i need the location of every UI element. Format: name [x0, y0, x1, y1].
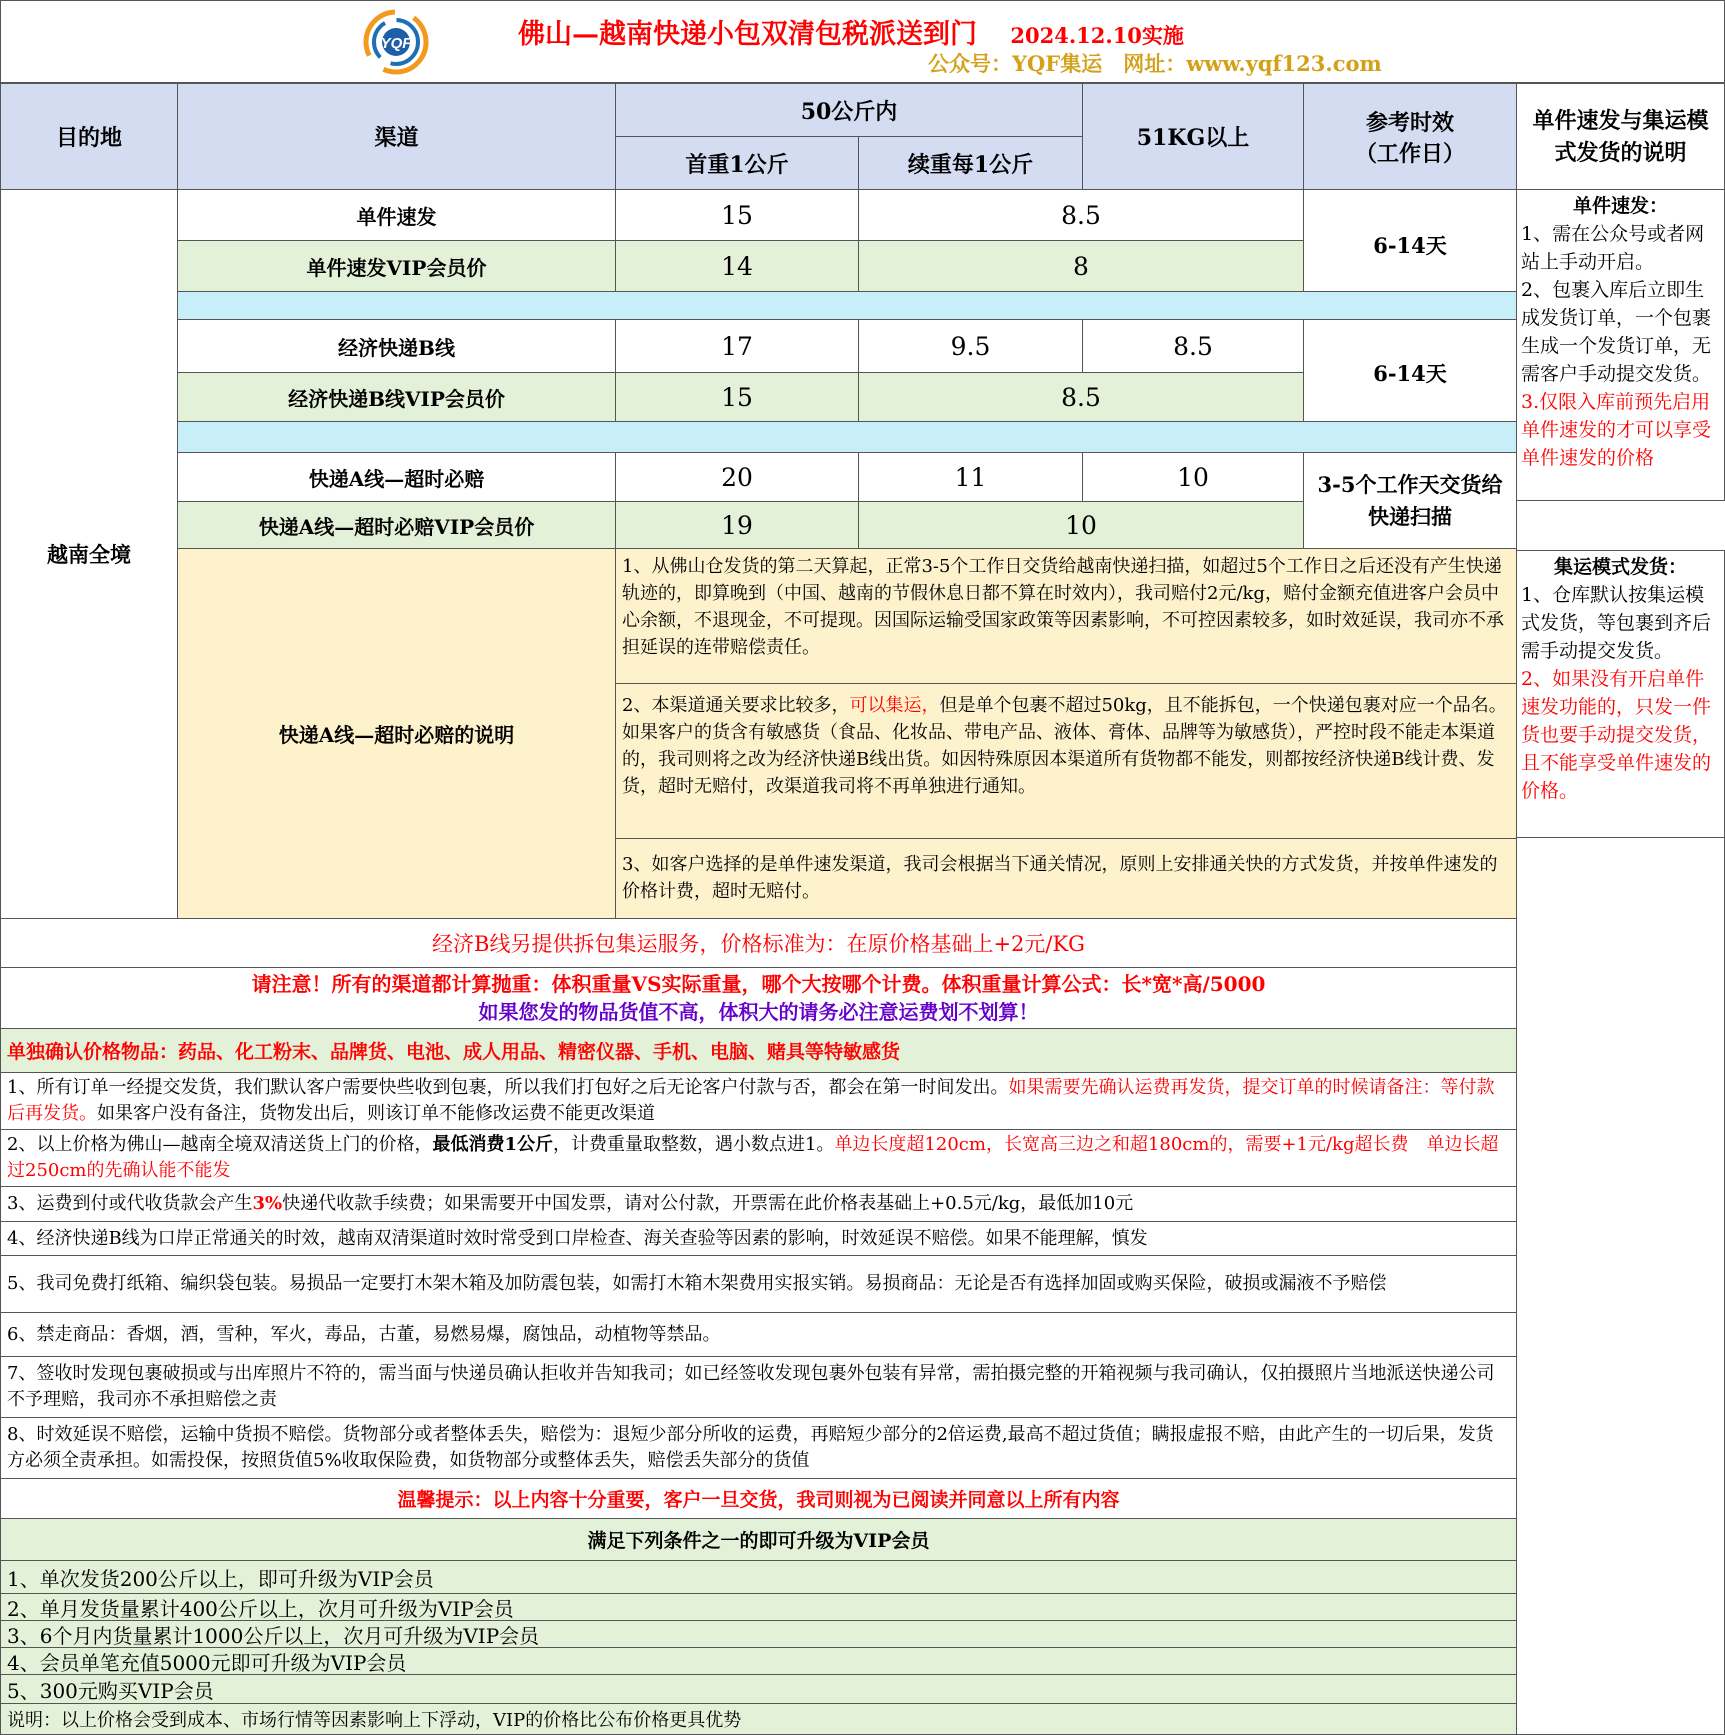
rule-6: 6、禁走商品：香烟，酒，雪种，军火，毒品，古董，易燃易爆，腐蚀品，动植物等禁品。 — [0, 1312, 1517, 1357]
side-consol-1: 1、仓库默认按集运模式发货，等包裹到齐后需手动提交发货。 — [1521, 584, 1712, 662]
volume-notice-2: 如果您发的物品货值不高，体积大的请务必注意运费划不划算！ — [478, 1000, 1039, 1024]
rule-8: 8、时效延误不赔偿，运输中货损不赔偿。货物部分或者整体丢失，赔偿为：退短少部分所收的运费，再赔短少部分的2倍运费,最高不超过货值；瞒报虚报不赔，由此产生的一切后果，发货方必须全责承担。如需投保，按照货值5%收取保险费，如货物部分或整体丢失，赔偿丢失部分的货值 — [0, 1417, 1517, 1479]
row-express-channel: 快递A线—超时必赔 — [177, 452, 616, 502]
rule-2-text: 2、以上价格为佛山—越南全境双清送货上门的价格， — [7, 1134, 433, 1155]
rule-3-highlight: 3% — [252, 1193, 283, 1214]
vip-condition-5: 5、300元购买VIP会员 — [0, 1674, 1517, 1704]
row-single-first: 15 — [615, 189, 859, 241]
separator-row — [177, 421, 1517, 453]
header-channel: 渠道 — [177, 83, 616, 190]
rule-1-text: 1、所有订单一经提交发货，我们默认客户需要快些收到包裹，所以我们打包好之后无论客户付款与否，都会在第一时间发出。 — [7, 1077, 1009, 1098]
contact-line: 公众号：YQF集运 网址：www.yqf123.com — [928, 51, 1382, 76]
vip-condition-1: 1、单次发货200公斤以上，即可升级为VIP会员 — [0, 1560, 1517, 1594]
destination-cell: 越南全境 — [0, 189, 178, 919]
row-express-over: 10 — [1082, 452, 1304, 502]
row-express-vip-first: 19 — [615, 501, 859, 549]
side-empty — [1516, 837, 1725, 1735]
a-line-notes-label: 快递A线—超时必赔的说明 — [177, 548, 616, 919]
row-single-channel: 单件速发 — [177, 189, 616, 241]
rule-2-bold: 最低消费1公斤 — [432, 1134, 553, 1155]
row-econ-vip-extra: 8.5 — [858, 372, 1304, 422]
note-2-text-rest: 但是单个包裹不超过50kg，且不能拆包，一个快递包裹对应一个品名。如果客户的货含有敏感货（食品、化妆品、带电产品、液体、膏体、品牌等为敏感货），严控时段不能走本渠道的，我司则将之改为经济快递B线出货。如因特殊原因本渠道所有货物都不能发，则都按经济快递B线计费、发货，超时无赔付，改渠道我司将不再单独进行通知。 — [622, 695, 1507, 797]
side-single-1: 1、需在公众号或者网站上手动开启。 — [1521, 223, 1705, 273]
time-express: 3-5个工作天交货给快递扫描 — [1303, 452, 1517, 549]
row-econ-vip-channel: 经济快递B线VIP会员价 — [177, 372, 616, 422]
rule-3-text: 3、运费到付或代收货款会产生 — [7, 1193, 253, 1214]
row-single-vip-first: 14 — [615, 240, 859, 292]
header-side-title — [1516, 83, 1725, 190]
ref-time-unit: （工作日） — [1354, 140, 1465, 167]
rule-7: 7、签收时发现包裹破损或与出库照片不符的，需当面与快递员确认拒收并告知我司；如已经签收发现包裹外包装有异常，需拍摄完整的开箱视频与我司确认，仅拍摄照片当地派送快递公司不予理赔，我司亦不承担赔偿之责 — [0, 1356, 1517, 1418]
rule-5: 5、我司免费打纸箱、编织袋包装。易损品一定要打木架木箱及加防震包装，如需打木箱木架费用实报实销。易损商品：无论是否有选择加固或购买保险，破损或漏液不予赔偿 — [0, 1255, 1517, 1313]
row-econ-extra: 9.5 — [858, 319, 1083, 373]
vip-condition-2: 2、单月发货量累计400公斤以上，次月可升级为VIP会员 — [0, 1593, 1517, 1621]
row-econ-vip-first: 15 — [615, 372, 859, 422]
rule-2-rest: ，计费重量取整数，遇小数点进1。 — [552, 1134, 835, 1155]
time-econ: 6-14天 — [1303, 319, 1517, 422]
time-single: 6-14天 — [1303, 189, 1517, 292]
side-title-text: 单件速发与集运模式发货的说明 — [1532, 107, 1709, 166]
note-2-text: 2、本渠道通关要求比较多， — [622, 695, 850, 716]
logo-icon — [360, 6, 432, 78]
rule-3 — [0, 1186, 1517, 1222]
separator-row — [177, 291, 1517, 320]
a-line-note-2 — [615, 683, 1517, 839]
rule-4: 4、经济快递B线为口岸正常通关的时效，越南双清渠道时效时常受到口岸检查、海关查验等因素的影响，时效延误不赔偿。如果不能理解，慎发 — [0, 1221, 1517, 1256]
rule-1-rest: 如果客户没有备注，货物发出后，则该订单不能修改运费不能更改渠道 — [97, 1103, 655, 1124]
side-single-2: 2、包裹入库后立即生成发货订单，一个包裹生成一个发货订单，无需客户手动提交发货。 — [1521, 279, 1712, 385]
vip-title: 满足下列条件之一的即可升级为VIP会员 — [0, 1518, 1517, 1561]
sensitive-goods-notice: 单独确认价格物品：药品、化工粉末、品牌货、电池、成人用品、精密仪器、手机、电脑、赌具等特敏感货 — [0, 1028, 1517, 1073]
header-over51: 51KG以上 — [1082, 83, 1304, 190]
row-econ-first: 17 — [615, 319, 859, 373]
side-consol-title: 集运模式发货： — [1553, 556, 1687, 578]
rule-3-rest: 快递代收款手续费；如果需要开中国发票，请对公付款，开票需在此价格表基础上+0.5元/kg，最低加10元 — [282, 1193, 1134, 1214]
row-econ-over: 8.5 — [1082, 319, 1304, 373]
rule-1-highlight: 如果需要先确认运费再发货，提交订单的时候请备注：等付款后再发货。 — [7, 1077, 1495, 1124]
side-single-title: 单件速发： — [1572, 195, 1668, 217]
vip-condition-3: 3、6个月内货量累计1000公斤以上，次月可升级为VIP会员 — [0, 1620, 1517, 1648]
page-title — [518, 12, 1184, 51]
header-ref-time — [1303, 83, 1517, 190]
logo-text: YQF — [380, 35, 412, 52]
side-single-explainer — [1516, 189, 1725, 501]
side-consol-explainer — [1516, 550, 1725, 838]
row-express-extra: 11 — [858, 452, 1083, 502]
header-extra-weight: 续重每1公斤 — [858, 136, 1083, 190]
vip-condition-4: 4、会员单笔充值5000元即可升级为VIP会员 — [0, 1647, 1517, 1675]
row-single-vip-extra: 8 — [858, 240, 1304, 292]
header-within50: 50公斤内 — [615, 83, 1083, 137]
ref-time-label: 参考时效 — [1365, 109, 1454, 136]
volume-notice-1: 请注意！所有的渠道都计算抛重：体积重量VS实际重量，哪个大按哪个计费。体积重量计算公式：长*宽*高/5000 — [251, 972, 1266, 996]
rule-2-highlight: 单边长度超120cm，长宽高三边之和超180cm的，需要+1元/kg超长费 单边长超过250cm的先确认能不能发 — [7, 1134, 1499, 1181]
title-date: 2024.12.10实施 — [1010, 23, 1184, 48]
header-destination: 目的地 — [0, 83, 178, 190]
volume-weight-notice — [0, 967, 1517, 1029]
row-express-vip-extra: 10 — [858, 501, 1304, 549]
title-text: 佛山—越南快递小包双清包税派送到门 — [518, 19, 977, 50]
row-express-first: 20 — [615, 452, 859, 502]
row-econ-channel: 经济快递B线 — [177, 319, 616, 373]
row-express-vip-channel: 快递A线—超时必赔VIP会员价 — [177, 501, 616, 549]
side-single-3: 3.仅限入库前预先启用单件速发的才可以享受单件速发的价格 — [1521, 391, 1712, 469]
vip-footer-note: 说明：以上价格会受到成本、市场行情等因素影响上下浮动，VIP的价格比公布价格更具优势 — [0, 1703, 1517, 1735]
split-service-notice: 经济B线另提供拆包集运服务，价格标准为：在原价格基础上+2元/KG — [0, 918, 1517, 968]
a-line-note-3: 3、如客户选择的是单件速发渠道，我司会根据当下通关情况，原则上安排通关快的方式发货，并按单件速发的价格计费，超时无赔付。 — [615, 838, 1517, 919]
rule-1 — [0, 1072, 1517, 1130]
a-line-note-1: 1、从佛山仓发货的第二天算起，正常3-5个工作日交货给越南快递扫描，如超过5个工作日之后还没有产生快递轨迹的，即算晚到（中国、越南的节假休息日都不算在时效内），我司赔付2元/kg，赔付金额充值进客户会员中心余额，不退现金，不可提现。因国际运输受国家政策等因素影响，不可控因素较多，如时效延误，我司亦不承担延误的连带赔偿责任。 — [615, 548, 1517, 684]
note-2-highlight: 可以集运， — [849, 695, 940, 716]
row-single-vip-channel: 单件速发VIP会员价 — [177, 240, 616, 292]
header-first-weight: 首重1公斤 — [615, 136, 859, 190]
row-single-extra: 8.5 — [858, 189, 1304, 241]
logo — [360, 6, 432, 78]
side-consol-2: 2、如果没有开启单件速发功能的，只发一件货也要手动提交发货，且不能享受单件速发的价格。 — [1521, 668, 1712, 802]
warm-tip: 温馨提示：以上内容十分重要，客户一旦交货，我司则视为已阅读并同意以上所有内容 — [0, 1478, 1517, 1519]
rule-2 — [0, 1129, 1517, 1187]
